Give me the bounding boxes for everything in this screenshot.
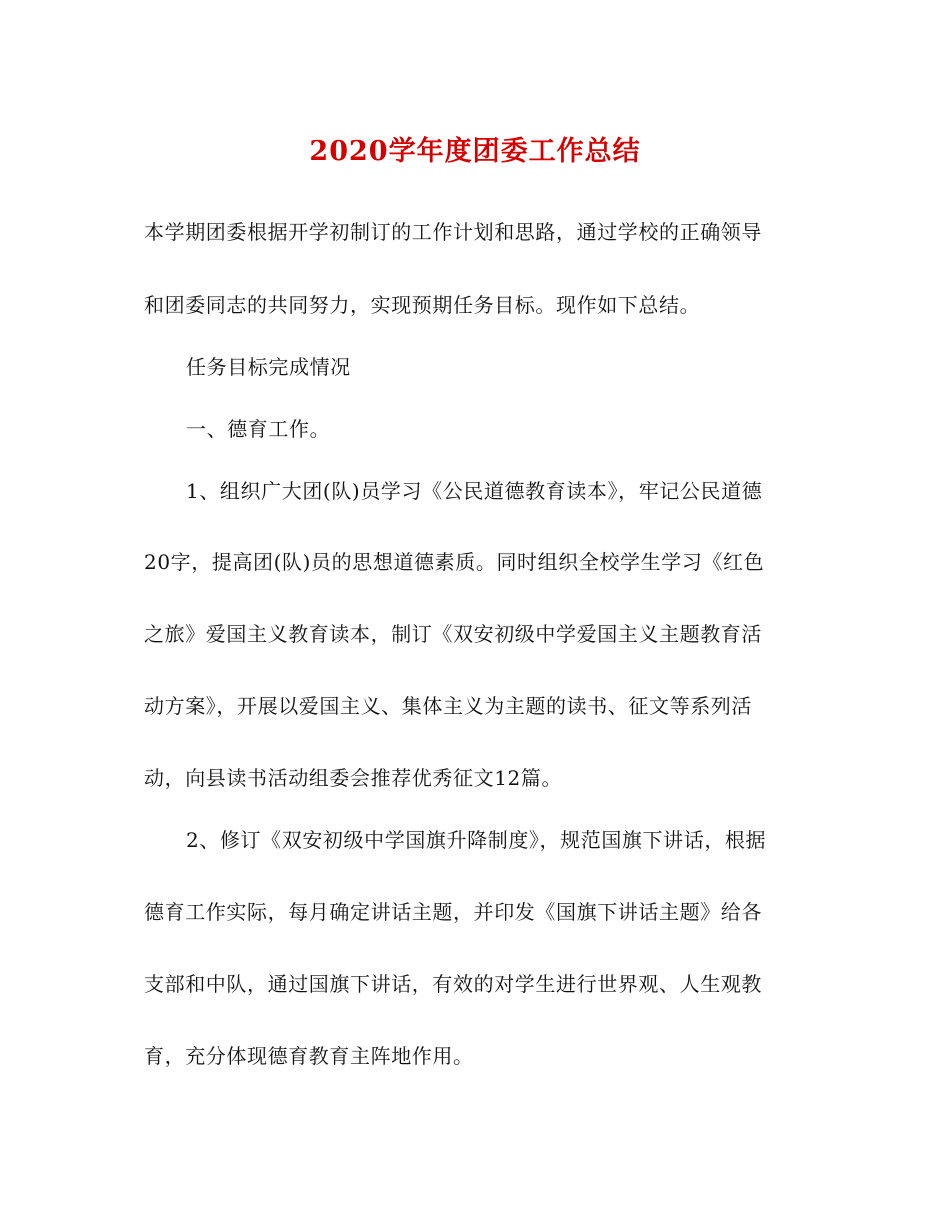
paragraph-line: 20字，提高团(队)员的思想道德素质。同时组织全校学生学习《红色	[144, 550, 765, 574]
section-heading: 任务目标完成情况	[186, 355, 351, 379]
paragraph-line: 1、组织广大团(队)员学习《公民道德教育读本》，牢记公民道德	[186, 479, 763, 503]
paragraph-line: 之旅》爱国主义教育读本，制订《双安初级中学爱国主义主题教育活	[144, 622, 762, 646]
document-title: 2020学年度团委工作总结	[309, 136, 641, 167]
section-heading: 一、德育工作。	[186, 417, 331, 441]
paragraph-line: 本学期团委根据开学初制订的工作计划和思路，通过学校的正确领导	[144, 220, 762, 244]
paragraph-line: 2、修订《双安初级中学国旗升降制度》，规范国旗下讲话，根据	[186, 828, 767, 852]
paragraph-line: 动方案》，开展以爱国主义、集体主义为主题的读书、征文等系列活	[144, 694, 752, 718]
paragraph-line: 和团委同志的共同努力，实现预期任务目标。现作如下总结。	[144, 293, 701, 317]
paragraph-line: 育，充分体现德育教育主阵地作用。	[144, 1044, 474, 1068]
paragraph-line: 德育工作实际，每月确定讲话主题，并印发《国旗下讲话主题》给各	[144, 900, 762, 924]
paragraph-line: 动，向县读书活动组委会推荐优秀征文12篇。	[144, 766, 563, 790]
paragraph-line: 支部和中队，通过国旗下讲话，有效的对学生进行世界观、人生观教	[144, 972, 762, 996]
